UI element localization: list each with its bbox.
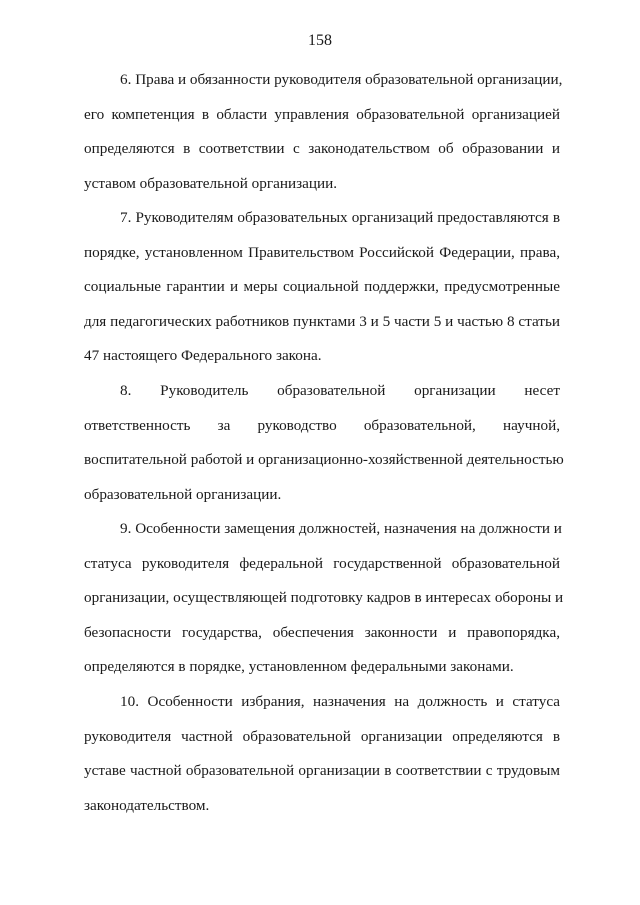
- paragraph-line: законодательством.: [84, 796, 210, 814]
- paragraph-line: образовательной организации.: [84, 485, 282, 503]
- paragraph-line: статуса руководителя федеральной государственной образовательной: [84, 554, 560, 572]
- paragraph-6: [84, 70, 563, 208]
- paragraph-line: безопасности государства, обеспечения законности и правопорядка,: [84, 623, 560, 641]
- page-number: 158: [308, 32, 332, 49]
- paragraph-line: порядке, установленном Правительством Российской Федерации, права,: [84, 243, 560, 261]
- paragraph-line: 9. Особенности замещения должностей, назначения на должности и: [120, 520, 562, 537]
- paragraph-line: 8. Руководитель образовательной организации несет: [120, 382, 560, 399]
- paragraph-line: 47 настоящего Федерального закона.: [84, 347, 322, 364]
- paragraph-8: [84, 381, 564, 519]
- paragraph-line: 7. Руководителям образовательных организаций предоставляются в: [120, 209, 560, 226]
- paragraph-line: воспитательной работой и организационно-хозяйственной деятельностью: [84, 451, 564, 468]
- paragraph-line: уставом образовательной организации.: [84, 174, 338, 192]
- paragraph-7: [84, 208, 560, 381]
- paragraph-line: 10. Особенности избрания, назначения на должность и статуса: [120, 693, 560, 710]
- paragraph-line: организации, осуществляющей подготовку кадров в интересах обороны и: [84, 589, 564, 606]
- paragraph-line: для педагогических работников пунктами 3 и 5 части 5 и частью 8 статьи: [84, 312, 560, 330]
- paragraph-line: уставе частной образовательной организации в соответствии с трудовым: [84, 762, 560, 779]
- paragraph-9: [84, 519, 564, 692]
- paragraph-10: [84, 692, 560, 830]
- paragraph-line: 6. Права и обязанности руководителя образовательной организации,: [120, 71, 563, 88]
- paragraph-line: определяются в соответствии с законодательством об образовании и: [84, 140, 560, 157]
- paragraph-line: социальные гарантии и меры социальной поддержки, предусмотренные: [84, 278, 560, 295]
- paragraph-line: руководителя частной образовательной организации определяются в: [84, 727, 560, 745]
- paragraph-line: ответственность за руководство образовательной, научной,: [84, 416, 560, 434]
- paragraph-line: его компетенция в области управления образовательной организацией: [84, 105, 560, 123]
- paragraph-line: определяются в порядке, установленном федеральными законами.: [84, 658, 514, 675]
